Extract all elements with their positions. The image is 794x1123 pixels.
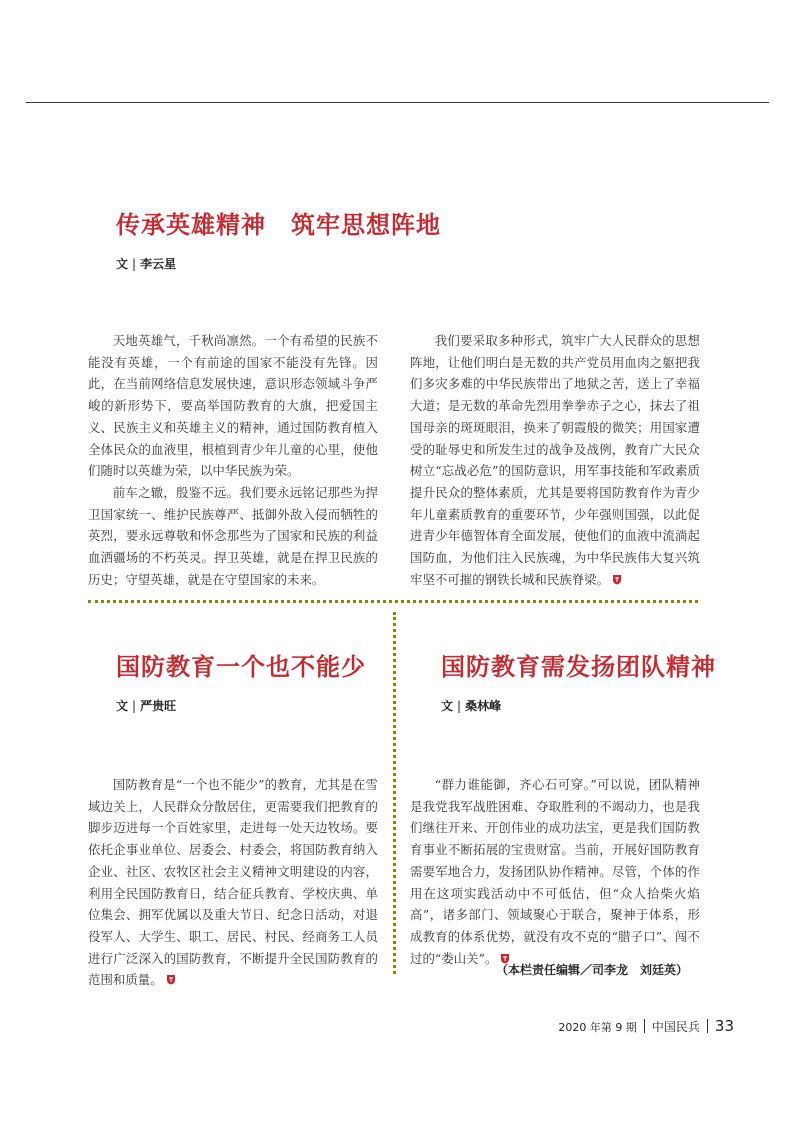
byline-prefix: 文 — [116, 257, 129, 271]
article-1-column-2 — [410, 330, 700, 590]
paragraph: 我们要采取多种形式，筑牢广大人民群众的思想阵地，让他们明白是无数的共产党员用血肉之躯把我们多灾多难的中华民族带出了地狱之苦，送上了幸福大道；是无数的革命先烈用拳拳赤子之心，抹去了祖国母亲的斑斑眼泪，换来了朝霞般的微笑；用国家遭受的耻辱史和所发生过的战争及战例，教育广大民众树立“忘战必危”的国防意识，用军事技能和军政素质提升民众的整体素质，尤其是要将国防教育作为青少年儿童素质教育的重要环节，少年强则国强，以此促进青少年德智体育全面发展，使他们的血液中流淌起国防血，为他们注入民族魂，为中华民族伟大复兴筑牢坚不可摧的钢铁长城和民族脊梁。 — [410, 333, 700, 587]
paragraph: 国防教育是“一个也不能少”的教育，尤其是在雪域边关上，人民群众分散居住，更需要我们把教育的脚步迈进每一个百姓家里，走进每一处天边牧场。要依托企事业单位、居委会、村委会，将国防教育纳入企业、社区、农牧区社会主义精神文明建设的内容，利用全民国防教育日，结合征兵教育、学校庆典、单位集会、拥军优属以及重大节日、纪念日活动，对退役军人、大学生、职工、居民、村民、经商务工人员进行广泛深入的国防教育，不断提升全民国防教育的范围和质量。 — [88, 777, 378, 988]
footer-divider — [644, 1019, 645, 1033]
horizontal-dotted-divider — [88, 600, 698, 603]
editor-note: （本栏责任编辑／司李龙 刘廷英） — [496, 963, 689, 977]
article-1-column-1 — [88, 330, 378, 590]
shield-end-mark-icon — [166, 974, 176, 985]
article-2-body — [88, 774, 378, 991]
article-3-author: 桑林峰 — [465, 699, 502, 713]
page-footer — [558, 1016, 734, 1035]
byline-divider: | — [132, 257, 137, 271]
footer-divider — [707, 1019, 708, 1033]
page-number: 33 — [714, 1017, 734, 1035]
top-rule — [26, 102, 769, 103]
paragraph: “群力谁能御，齐心石可穿。”可以说，团队精神是我党我军战胜困难、夺取胜利的不竭动力，也是我们继往开来、开创伟业的成功法宝，更是我们国防教育事业不断拓展的宝贵财富。当前，开展好国防教育需要军地合力，发扬团队协作精神。尽管，个体的作用在这项实践活动中不可低估，但“众人拾柴火焰高”，诸多部门、领域聚心于联合，聚神于体系，形成教育的体系优势，就没有攻不克的“腊子口”、闯不过的“娄山关”。 — [410, 777, 700, 966]
article-2-byline — [116, 698, 176, 714]
article-2-title: 国防教育一个也不能少 — [116, 653, 366, 681]
vertical-dotted-divider — [393, 612, 396, 974]
paragraph: 前车之辙，殷鉴不远。我们要永远铭记那些为捍卫国家统一、维护民族尊严、抵御外敌入侵而牺牲的英烈，要永远尊敬和怀念那些为了国家和民族的利益血洒疆场的不朽英灵。捍卫英雄，就是在捍卫民族的历史；守望英雄，就是在守望国家的未来。 — [88, 484, 378, 587]
article-3-title: 国防教育需发扬团队精神 — [441, 653, 716, 681]
byline-prefix: 文 — [441, 699, 454, 713]
paragraph: 天地英雄气，千秋尚凛然。一个有希望的民族不能没有英雄，一个有前途的国家不能没有先锋。因此，在当前网络信息发展快速，意识形态领域斗争严峻的新形势下，要高举国防教育的大旗，把爱国主义、民族主义和英雄主义的精神，通过国防教育植入全体民众的血液里，根植到青少年儿童的心里，使他们随时以英雄为荣，以中华民族为荣。 — [88, 333, 378, 479]
byline-divider: | — [132, 699, 137, 713]
article-1-byline — [116, 256, 176, 272]
magazine-name: 中国民兵 — [651, 1020, 700, 1034]
byline-prefix: 文 — [116, 699, 129, 713]
article-1-author: 李云星 — [140, 257, 177, 271]
article-2-author: 严贵旺 — [140, 699, 177, 713]
article-1-title: 传承英雄精神 筑牢思想阵地 — [116, 211, 441, 239]
article-3-byline — [441, 698, 501, 714]
article-3-body — [410, 774, 700, 969]
issue-label: 2020 年第 9 期 — [558, 1021, 637, 1034]
byline-divider: | — [457, 699, 462, 713]
shield-end-mark-icon — [612, 574, 622, 585]
